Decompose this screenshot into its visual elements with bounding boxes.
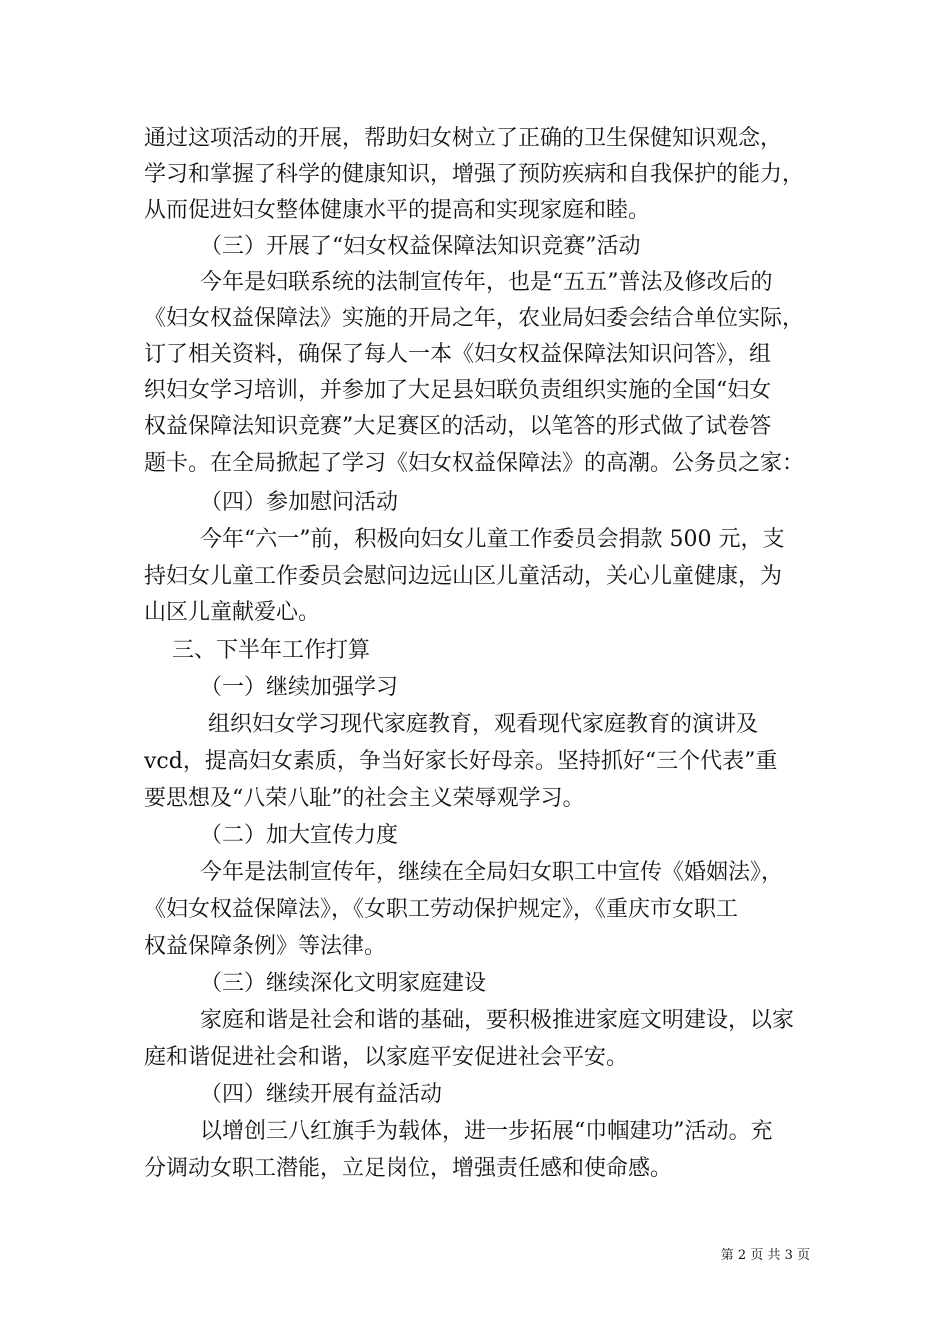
text-line: 庭和谐促进社会和谐，以家庭平安促进社会平安。 bbox=[144, 1045, 629, 1070]
text-line: 权益保障法知识竞赛”大足赛区的活动，以笔答的形式做了试卷答 bbox=[144, 414, 772, 439]
text-line: 持妇女儿童工作委员会慰问边远山区儿童活动，关心儿童健康，为 bbox=[144, 564, 783, 589]
text-line: 今年“六一”前，积极向妇女儿童工作委员会捐款 500 元，支 bbox=[200, 527, 785, 552]
text-line: 今年是妇联系统的法制宣传年，也是“五五”普法及修改后的 bbox=[200, 270, 773, 295]
page-number: 第 2 页 共 3 页 bbox=[720, 1248, 810, 1263]
text-line: 权益保障条例》等法律。 bbox=[144, 934, 387, 959]
text-line: 订了相关资料，确保了每人一本《妇女权益保障法知识问答》，组 bbox=[144, 342, 772, 367]
text-line: 分调动女职工潜能，立足岗位，增强责任感和使命感。 bbox=[144, 1156, 673, 1181]
section-heading: 三、下半年工作打算 bbox=[172, 638, 371, 663]
text-line: 以增创三八红旗手为载体，进一步拓展“巾帼建功”活动。充 bbox=[200, 1119, 773, 1144]
section-heading: （四）继续开展有益活动 bbox=[200, 1082, 443, 1107]
text-line: 通过这项活动的开展，帮助妇女树立了正确的卫生保健知识观念， bbox=[144, 126, 783, 151]
text-line: 织妇女学习培训，并参加了大足县妇联负责组织实施的全国“妇女 bbox=[144, 378, 772, 403]
text-line: 学习和掌握了科学的健康知识，增强了预防疾病和自我保护的能力， bbox=[144, 162, 805, 187]
section-heading: （一）继续加强学习 bbox=[200, 675, 399, 700]
text-line: 《妇女权益保障法》，《女职工劳动保护规定》，《重庆市女职工 bbox=[144, 897, 739, 922]
text-line: 山区儿童献爱心。 bbox=[144, 600, 321, 625]
section-heading: （三）开展了“妇女权益保障法知识竞赛”活动 bbox=[200, 234, 641, 259]
section-heading: （四）参加慰问活动 bbox=[200, 490, 399, 515]
text-line: 家庭和谐是社会和谐的基础，要积极推进家庭文明建设，以家 bbox=[200, 1008, 795, 1033]
text-line: 题卡。在全局掀起了学习《妇女权益保障法》的高潮。公务员之家： bbox=[144, 451, 805, 476]
text-line: 组织妇女学习现代家庭教育，观看现代家庭教育的演讲及 bbox=[208, 712, 759, 737]
text-line: 从而促进妇女整体健康水平的提高和实现家庭和睦。 bbox=[144, 198, 651, 223]
text-line: 要思想及“八荣八耻”的社会主义荣辱观学习。 bbox=[144, 786, 585, 811]
section-heading: （二）加大宣传力度 bbox=[200, 823, 399, 848]
text-line: 今年是法制宣传年，继续在全局妇女职工中宣传《婚姻法》， bbox=[200, 860, 784, 885]
section-heading: （三）继续深化文明家庭建设 bbox=[200, 971, 487, 996]
text-line: 《妇女权益保障法》实施的开局之年，农业局妇委会结合单位实际， bbox=[144, 306, 805, 331]
text-line: vcd，提高妇女素质，争当好家长好母亲。坚持抓好“三个代表”重 bbox=[144, 749, 778, 774]
